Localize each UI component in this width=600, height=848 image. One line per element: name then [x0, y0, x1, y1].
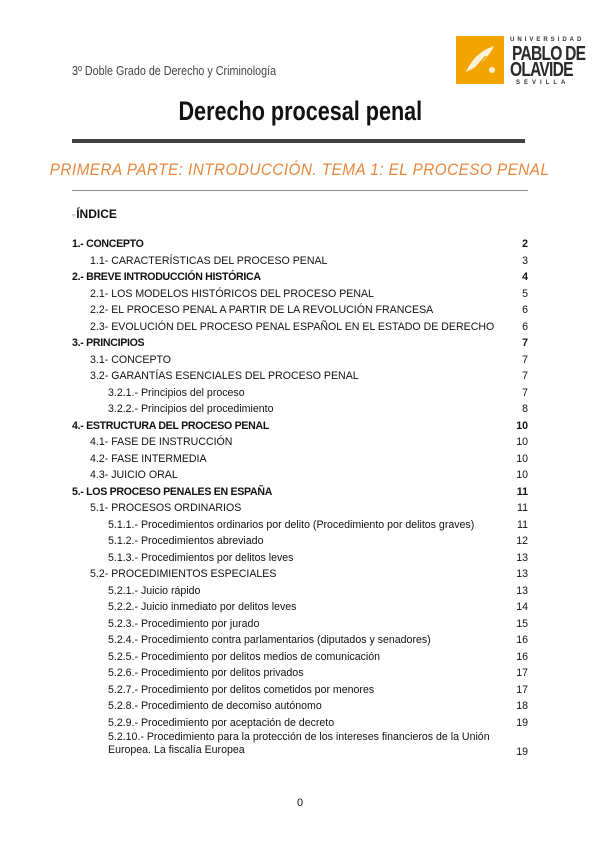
toc-entry[interactable]	[72, 731, 528, 759]
toc-entry[interactable]	[72, 500, 528, 517]
toc-entry[interactable]	[72, 682, 528, 699]
logo-line-1: PABLO DE	[512, 43, 586, 65]
toc-entry[interactable]	[72, 649, 528, 666]
toc-entry-title: 3.1- CONCEPTO	[90, 353, 172, 366]
table-of-contents	[72, 236, 528, 759]
toc-entry-title: 2.1- LOS MODELOS HISTÓRICOS DEL PROCESO PENAL	[90, 287, 374, 300]
toc-entry-title: 4.2- FASE INTERMEDIA	[90, 452, 207, 465]
toc-entry-page: 15	[516, 617, 528, 630]
toc-entry[interactable]	[72, 517, 528, 534]
index-heading-text: ÍNDICE	[76, 207, 117, 221]
logo-city-text: SEVILLA	[516, 80, 570, 86]
toc-entry[interactable]	[72, 632, 528, 649]
document-title	[0, 96, 600, 127]
toc-entry-page: 10	[516, 419, 528, 432]
toc-entry[interactable]	[72, 715, 528, 732]
toc-entry-title: 3.2.2.- Principios del procedimiento	[108, 403, 274, 415]
toc-entry-title: 1.1- CARACTERÍSTICAS DEL PROCESO PENAL	[90, 254, 328, 267]
toc-entry-title: 2.2- EL PROCESO PENAL A PARTIR DE LA REVOLUCIÓN FRANCESA	[90, 304, 434, 316]
toc-entry-page: 13	[516, 584, 528, 597]
toc-entry-title: 5.2.5.- Procedimiento por delitos medios de comunicación	[108, 650, 381, 663]
toc-entry[interactable]	[72, 451, 528, 468]
toc-entry-title: 2.- BREVE INTRODUCCIÓN HISTÓRICA	[72, 271, 261, 283]
toc-entry-title: 5.1.2.- Procedimientos abreviado	[108, 535, 264, 547]
toc-entry[interactable]	[72, 385, 528, 402]
toc-entry-title: 5.2.8.- Procedimiento de decomiso autónomo	[108, 700, 322, 712]
toc-entry[interactable]	[72, 566, 528, 583]
title-divider	[72, 139, 525, 143]
toc-entry-page: 6	[522, 304, 528, 316]
toc-entry-page: 11	[517, 502, 528, 514]
toc-entry[interactable]	[72, 319, 528, 336]
toc-entry-title: 4.- ESTRUCTURA DEL PROCESO PENAL	[72, 419, 269, 432]
toc-entry-title: 3.- PRINCIPIOS	[72, 337, 145, 349]
toc-entry-page: 10	[516, 436, 528, 448]
toc-entry-title: 5.1- PROCESOS ORDINARIOS	[90, 502, 242, 514]
toc-entry[interactable]	[72, 286, 528, 303]
toc-entry-title: 5.2.9.- Procedimiento por aceptación de decreto	[108, 716, 335, 729]
toc-entry[interactable]	[72, 484, 528, 501]
toc-entry[interactable]	[72, 434, 528, 451]
toc-entry-title: 5.2- PROCEDIMIENTOS ESPECIALES	[90, 568, 277, 580]
toc-entry[interactable]	[72, 665, 528, 682]
toc-entry-title: 4.3- JUICIO ORAL	[90, 469, 178, 481]
toc-entry-page: 17	[516, 667, 528, 679]
toc-entry-page: 14	[516, 601, 528, 613]
toc-entry-title: 5.2.3.- Procedimiento por jurado	[108, 617, 260, 630]
toc-entry-title: 5.2.2.- Juicio inmediato por delitos leves	[108, 601, 297, 613]
toc-entry-page: 16	[516, 650, 528, 663]
toc-entry-page: 5	[522, 287, 528, 300]
toc-entry-page: 7	[522, 370, 528, 382]
toc-entry-page: 13	[516, 568, 528, 580]
logo-emblem-icon	[456, 36, 504, 84]
toc-entry-page: 17	[516, 683, 528, 696]
university-logo	[456, 36, 584, 88]
toc-entry[interactable]	[72, 533, 528, 550]
toc-entry-page: 13	[516, 551, 528, 564]
toc-entry[interactable]	[72, 599, 528, 616]
toc-entry-title: 5.2.1.- Juicio rápido	[108, 584, 201, 597]
toc-entry[interactable]	[72, 352, 528, 369]
toc-entry-page: 11	[516, 485, 528, 498]
part-heading	[0, 160, 600, 180]
toc-entry-page: 7	[522, 386, 528, 399]
toc-entry-title: 1.- CONCEPTO	[72, 238, 144, 250]
toc-entry[interactable]	[72, 467, 528, 484]
index-bullet-icon: ◦	[72, 210, 76, 220]
document-title-text: Derecho procesal penal	[178, 96, 422, 126]
toc-entry-title: 2.3- EVOLUCIÓN DEL PROCESO PENAL ESPAÑOL EN EL ESTADO DE DERECHO	[90, 320, 495, 333]
toc-entry[interactable]	[72, 368, 528, 385]
part-divider	[72, 190, 528, 191]
toc-entry-page: 16	[516, 634, 528, 646]
part-heading-text: PRIMERA PARTE: INTRODUCCIÓN. TEMA 1: EL PROCESO PENAL	[50, 160, 550, 179]
toc-entry-page: 11	[517, 518, 528, 531]
toc-entry[interactable]	[72, 698, 528, 715]
toc-entry-title: 5.2.4.- Procedimiento contra parlamentarios (diputados y senadores)	[108, 634, 431, 646]
toc-entry-page: 19	[516, 716, 528, 729]
toc-entry-page: 12	[516, 535, 528, 547]
index-heading	[72, 207, 117, 221]
toc-entry-page: 6	[522, 320, 528, 333]
logo-line-2: OLAVIDE	[510, 59, 573, 81]
course-label: 3º Doble Grado de Derecho y Criminología	[72, 64, 277, 78]
toc-entry-title: 5.2.7.- Procedimiento por delitos cometidos por menores	[108, 683, 375, 696]
toc-entry-title: 3.2.1.- Principios del proceso	[108, 386, 245, 399]
toc-entry[interactable]	[72, 269, 528, 286]
toc-entry[interactable]	[72, 418, 528, 435]
toc-entry-title: 5.- LOS PROCESO PENALES EN ESPAÑA	[72, 485, 273, 498]
toc-entry[interactable]	[72, 253, 528, 270]
toc-entry[interactable]	[72, 302, 528, 319]
toc-entry-title: 5.1.3.- Procedimientos por delitos leves	[108, 551, 294, 564]
toc-entry-page: 18	[516, 700, 528, 712]
toc-entry-page: 3	[522, 254, 528, 267]
toc-entry-title: 4.1- FASE DE INSTRUCCIÓN	[90, 436, 233, 448]
toc-entry[interactable]	[72, 550, 528, 567]
toc-entry-page: 10	[516, 469, 528, 481]
toc-entry-page: 8	[522, 403, 528, 415]
toc-entry[interactable]	[72, 335, 528, 352]
toc-entry-page: 19	[516, 746, 528, 758]
logo-university-text: UNIVERSIDAD	[510, 37, 585, 43]
toc-entry-page: 4	[522, 271, 528, 283]
toc-entry-page: 7	[522, 353, 528, 366]
toc-entry[interactable]	[72, 583, 528, 600]
page-number: 0	[296, 797, 304, 809]
toc-entry-page: 2	[522, 238, 528, 250]
toc-entry-title: 5.2.6.- Procedimiento por delitos privados	[108, 667, 304, 679]
toc-entry-title: 5.1.1.- Procedimientos ordinarios por delito (Procedimiento por delitos graves)	[108, 518, 475, 531]
toc-entry[interactable]	[72, 616, 528, 633]
toc-entry[interactable]	[72, 401, 528, 418]
toc-entry-title: 3.2- GARANTÍAS ESENCIALES DEL PROCESO PENAL	[90, 370, 359, 382]
toc-entry[interactable]	[72, 236, 528, 253]
toc-entry-page: 10	[516, 452, 528, 465]
toc-entry-title: 5.2.10.- Procedimiento para la protección de los intereses financieros de la Unión Europea. La fiscalía Europea	[108, 731, 490, 756]
toc-entry-page: 7	[522, 337, 528, 349]
